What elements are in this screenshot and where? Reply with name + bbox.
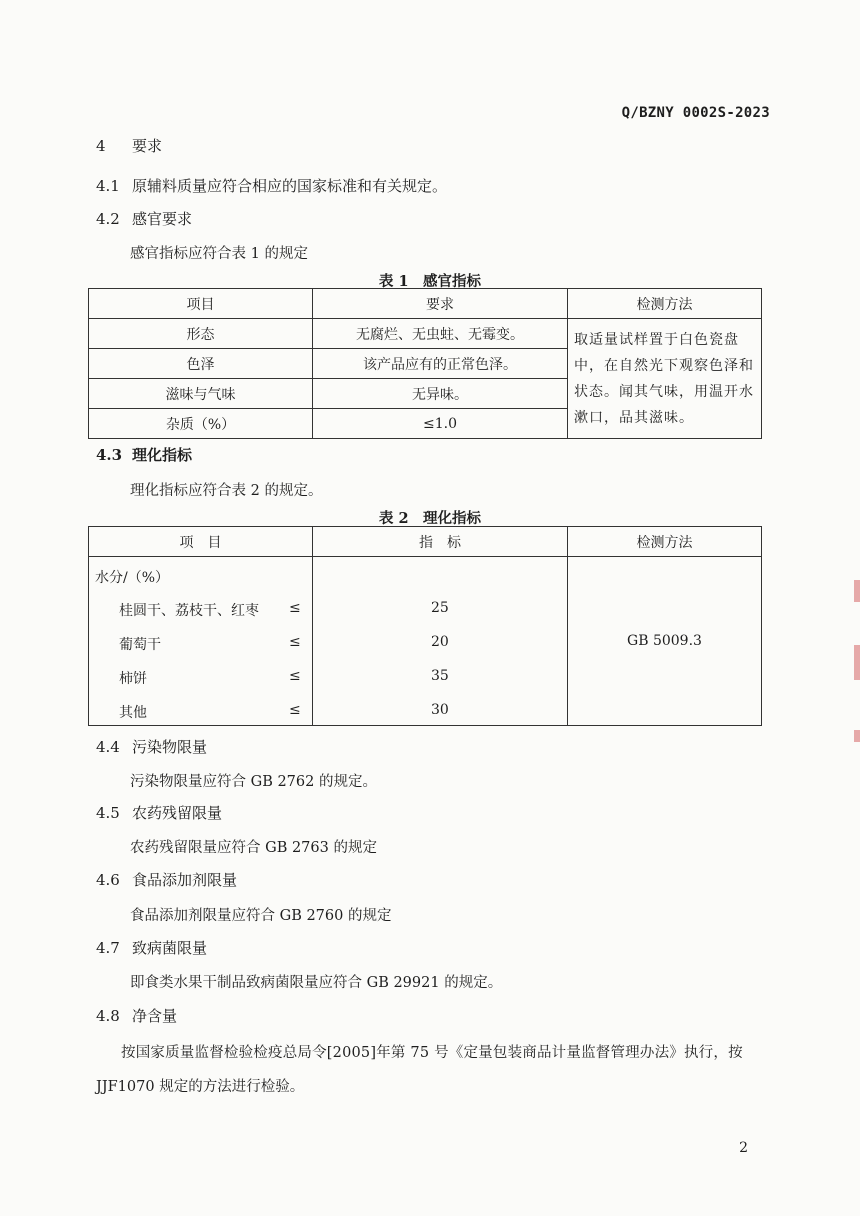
physchem-table xyxy=(88,526,762,726)
row-name: 柿饼 xyxy=(119,671,147,687)
section-4-7-text: 即食类水果干制品致病菌限量应符合 GB 29921 的规定。 xyxy=(130,975,503,991)
standard-code: Q/BZNY 0002S-2023 xyxy=(621,105,770,121)
section-number: 4.8 xyxy=(96,1007,120,1025)
section-4-6-text: 食品添加剂限量应符合 GB 2760 的规定 xyxy=(130,908,392,924)
row-name: 桂圆干、荔枝干、红枣 xyxy=(119,603,259,619)
table-header-cell: 检测方法 xyxy=(568,527,762,557)
section-4-7-heading xyxy=(96,937,207,958)
section-title: 农药残留限量 xyxy=(132,804,223,822)
section-4-8-heading xyxy=(96,1005,177,1026)
table-cell-item: 滋味与气味 xyxy=(89,379,313,409)
le-symbol: ≤ xyxy=(289,600,301,616)
moisture-names-cell xyxy=(89,557,313,726)
section-4-2-text: 感官指标应符合表 1 的规定 xyxy=(130,246,308,262)
section-4-1 xyxy=(96,175,447,196)
section-number: 4.1 xyxy=(96,177,120,195)
section-4-8-text-line1: 按国家质量监督检验检疫总局令[2005]年第 75 号《定量包装商品计量监督管理办法》执行，按 xyxy=(121,1045,743,1061)
row-name: 其他 xyxy=(119,705,147,721)
section-4-5-heading xyxy=(96,802,222,823)
table-cell-item: 色泽 xyxy=(89,349,313,379)
row-value: 30 xyxy=(431,702,449,718)
moisture-values-cell xyxy=(313,557,568,726)
le-symbol: ≤ xyxy=(289,702,301,718)
row-value: 25 xyxy=(431,600,449,616)
row-name: 葡萄干 xyxy=(119,637,161,653)
section-number: 4.6 xyxy=(96,871,120,889)
section-4-4-text: 污染物限量应符合 GB 2762 的规定。 xyxy=(130,774,377,790)
section-4-4-heading xyxy=(96,736,207,757)
table-cell-requirement: 无异味。 xyxy=(313,379,568,409)
table1-caption: 表 1 感官指标 xyxy=(378,273,482,290)
table-header-cell: 项目 xyxy=(89,289,313,319)
row-value: 20 xyxy=(431,634,449,650)
section-title: 理化指标 xyxy=(132,446,193,464)
table-header-cell: 要求 xyxy=(313,289,568,319)
table-header-cell: 检测方法 xyxy=(568,289,762,319)
section-4-5-text: 农药残留限量应符合 GB 2763 的规定 xyxy=(130,840,377,856)
table-cell-requirement: 该产品应有的正常色泽。 xyxy=(313,349,568,379)
table-header-cell: 指 标 xyxy=(313,527,568,557)
section-number: 4 xyxy=(96,137,106,155)
section-title: 致病菌限量 xyxy=(132,939,208,957)
section-4-heading xyxy=(96,135,162,156)
moisture-method-cell: GB 5009.3 xyxy=(568,557,762,726)
section-number: 4.7 xyxy=(96,939,120,957)
section-4-3-text: 理化指标应符合表 2 的规定。 xyxy=(130,483,323,499)
seal-edge-mark xyxy=(854,580,860,602)
table-cell-item: 形态 xyxy=(89,319,313,349)
section-text: 原辅料质量应符合相应的国家标准和有关规定。 xyxy=(132,177,448,195)
section-4-6-heading xyxy=(96,869,237,890)
row-value: 35 xyxy=(431,668,449,684)
table-cell-method: 取适量试样置于白色瓷盘中，在自然光下观察色泽和状态。闻其气味，用温开水漱口，品其滋味。 xyxy=(568,319,762,439)
page-number: 2 xyxy=(739,1140,748,1156)
section-number: 4.5 xyxy=(96,804,120,822)
section-number: 4.3 xyxy=(96,446,123,464)
le-symbol: ≤ xyxy=(289,668,301,684)
table2-caption: 表 2 理化指标 xyxy=(378,510,482,527)
moisture-group-label: 水分/（%） xyxy=(95,570,170,586)
section-4-3-heading xyxy=(96,444,192,465)
section-number: 4.4 xyxy=(96,738,120,756)
table-header-cell: 项 目 xyxy=(89,527,313,557)
section-4-2-heading xyxy=(96,208,192,229)
section-title: 要求 xyxy=(132,137,163,155)
table-cell-item: 杂质（%） xyxy=(89,409,313,439)
section-4-8-text-line2: JJF1070 规定的方法进行检验。 xyxy=(96,1079,305,1095)
section-number: 4.2 xyxy=(96,210,120,228)
section-title: 食品添加剂限量 xyxy=(132,871,238,889)
sensory-table xyxy=(88,288,762,439)
section-title: 感官要求 xyxy=(132,210,193,228)
table-cell-requirement: 无腐烂、无虫蛀、无霉变。 xyxy=(313,319,568,349)
table-cell-requirement: ≤1.0 xyxy=(313,409,568,439)
seal-edge-mark xyxy=(854,645,860,680)
le-symbol: ≤ xyxy=(289,634,301,650)
section-title: 净含量 xyxy=(132,1007,178,1025)
section-title: 污染物限量 xyxy=(132,738,208,756)
seal-edge-mark xyxy=(854,730,860,742)
